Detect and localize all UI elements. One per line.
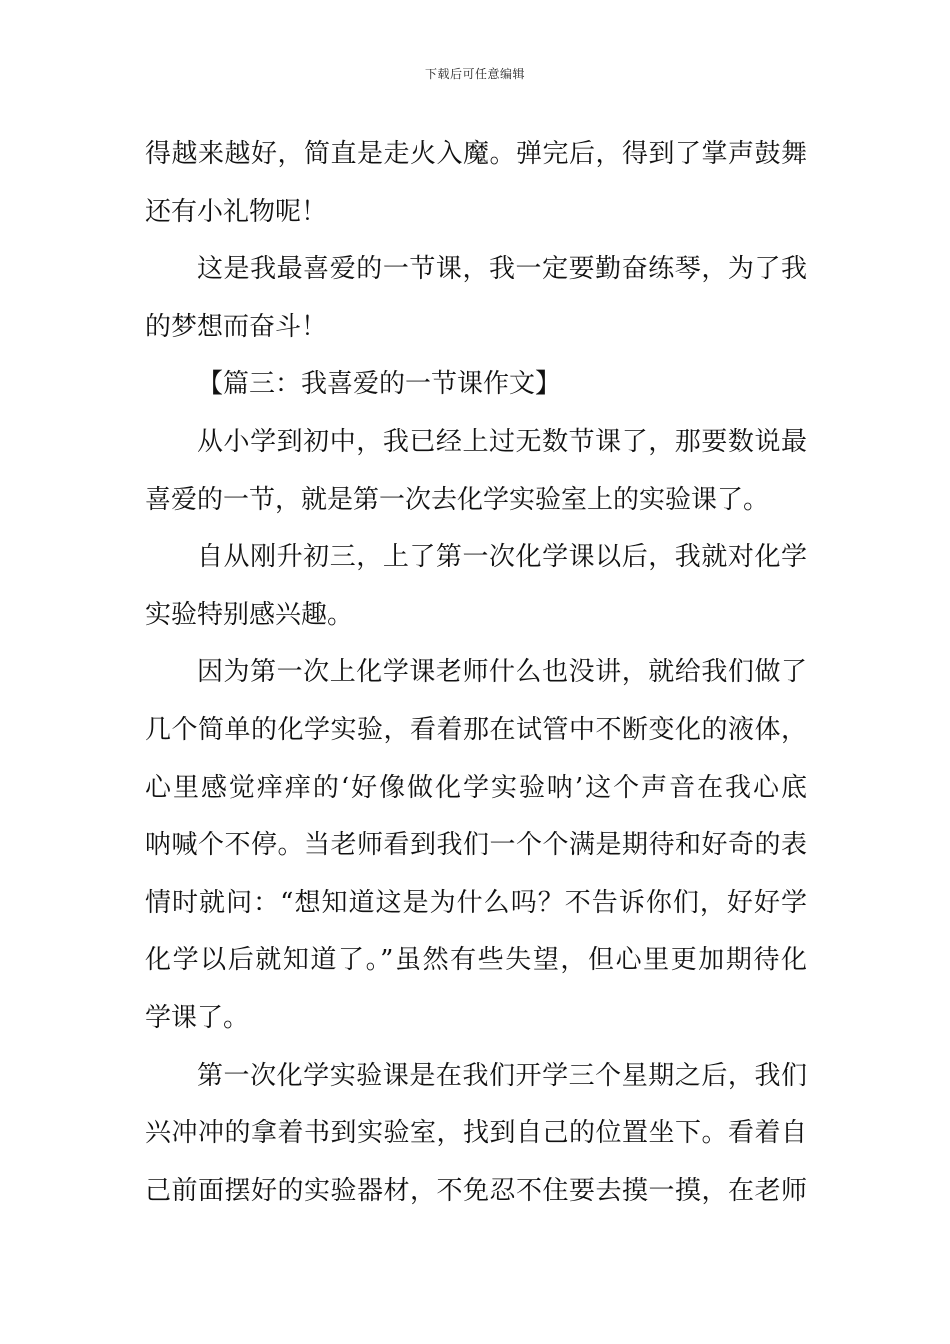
text-line: 因为第一次上化学课老师什么也没讲，就给我们做了 xyxy=(197,657,807,688)
text-line: 喜爱的一节，就是第一次去化学实验室上的实验课了。 xyxy=(145,484,770,515)
section-heading: 【篇三：我喜爱的一节课作文】 xyxy=(197,369,562,400)
text-line: 这是我最喜爱的一节课，我一定要勤奋练琴，为了我 xyxy=(197,254,807,285)
text-line: 化学以后就知道了。”虽然有些失望，但心里更加期待化 xyxy=(145,945,807,976)
text-line: 兴冲冲的拿着书到实验室，找到自己的位置坐下。看着自 xyxy=(145,1118,807,1149)
text-line: 的梦想而奋斗！ xyxy=(145,311,328,342)
text-line: 己前面摆好的实验器材，不免忍不住要去摸一摸，在老师 xyxy=(145,1175,807,1206)
text-line: 心里感觉痒痒的‘好像做化学实验呐’这个声音在我心底 xyxy=(145,772,807,803)
text-line: 呐喊个不停。当老师看到我们一个个满是期待和好奇的表 xyxy=(145,830,807,861)
text-line: 得越来越好，简直是走火入魔。弹完后，得到了掌声鼓舞 xyxy=(145,139,807,169)
page-header: 下载后可任意编辑 xyxy=(424,67,525,81)
text-line: 情时就问：“想知道这是为什么吗？不告诉你们，好好学 xyxy=(145,887,807,918)
text-line: 第一次化学实验课是在我们开学三个星期之后，我们 xyxy=(197,1060,807,1091)
article-body xyxy=(145,126,807,1220)
text-line: 自从刚升初三，上了第一次化学课以后，我就对化学 xyxy=(197,542,807,573)
text-line: 几个简单的化学实验，看着那在试管中不断变化的液体， xyxy=(145,714,807,745)
text-line: 学课了。 xyxy=(145,1002,250,1033)
text-line: 还有小礼物呢！ xyxy=(145,196,328,227)
text-line: 从小学到初中，我已经上过无数节课了，那要数说最 xyxy=(197,426,807,457)
text-line: 实验特别感兴趣。 xyxy=(145,599,354,630)
